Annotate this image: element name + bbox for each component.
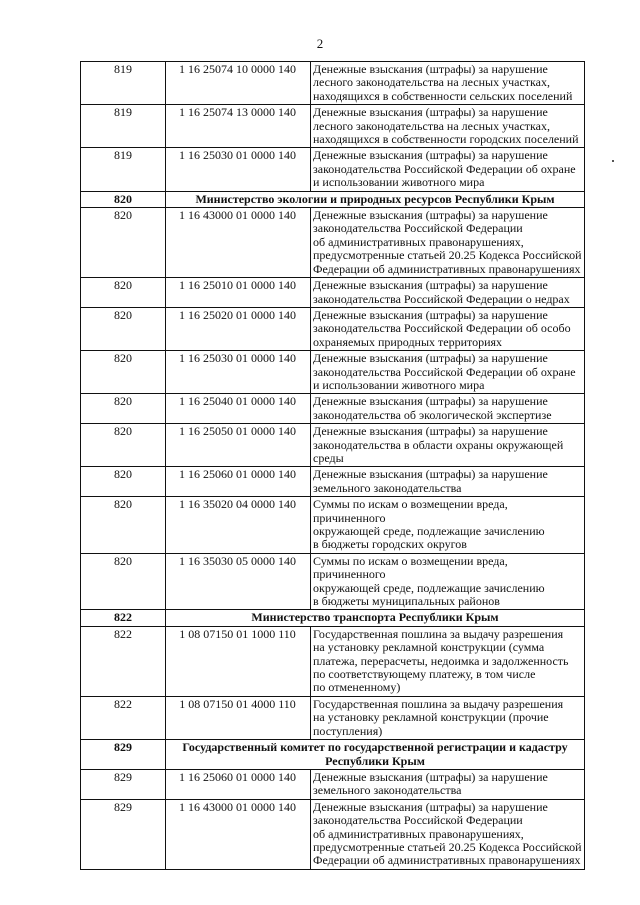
revenue-description-cell xyxy=(311,769,585,799)
table-row xyxy=(81,208,585,278)
revenue-description-cell xyxy=(311,208,585,278)
description-line: на установку рекламной конструкции (сумма xyxy=(313,640,545,655)
table-row xyxy=(81,105,585,148)
budget-classification-code-cell: 1 16 25050 01 0000 140 xyxy=(166,424,311,467)
table-row xyxy=(81,424,585,467)
description-line: Суммы по искам о возмещении вреда, причиненного xyxy=(313,497,508,525)
description-line: об административных правонарушениях, xyxy=(313,826,524,841)
revenue-description-cell xyxy=(311,307,585,350)
admin-code-cell: 822 xyxy=(81,626,166,696)
table-row xyxy=(81,394,585,424)
description-line: платежа, перерасчеты, недоимка и задолженность xyxy=(313,653,569,668)
description-line: Денежные взыскания (штрафы) за нарушение xyxy=(313,105,548,120)
description-line: находящихся в собственности городских поселений xyxy=(313,132,579,147)
revenue-description-cell xyxy=(311,497,585,554)
budget-classification-code-cell: 1 08 07150 01 4000 110 xyxy=(166,696,311,739)
description-line: законодательства в области охраны окружающей xyxy=(313,437,564,452)
table-row xyxy=(81,626,585,696)
table-row xyxy=(81,351,585,394)
description-line: лесного законодательства на лесных участках, xyxy=(313,75,550,90)
revenue-description-cell xyxy=(311,799,585,869)
revenue-description-cell xyxy=(311,553,585,610)
admin-code-cell: 820 xyxy=(81,208,166,278)
description-line: законодательства об экологической экспертизе xyxy=(313,407,552,422)
table-row xyxy=(81,307,585,350)
revenue-description-cell xyxy=(311,148,585,191)
budget-classification-code-cell: 1 16 25020 01 0000 140 xyxy=(166,307,311,350)
revenue-description-cell xyxy=(311,351,585,394)
section-title xyxy=(166,740,585,770)
description-line: законодательства Российской Федерации xyxy=(313,813,523,828)
description-line: законодательства Российской Федерации xyxy=(313,221,523,236)
revenue-description-cell xyxy=(311,626,585,696)
admin-code-cell: 820 xyxy=(81,351,166,394)
table-row xyxy=(81,148,585,191)
description-line: Денежные взыскания (штрафы) за нарушение xyxy=(313,62,548,76)
section-title-line: Государственный комитет по государственной регистрации и кадастру xyxy=(182,740,568,755)
description-line: лесного законодательства на лесных участках, xyxy=(313,118,550,133)
description-line: Денежные взыскания (штрафы) за нарушение xyxy=(313,394,548,409)
revenue-description-cell xyxy=(311,394,585,424)
description-line: окружающей среде, подлежащие зачислению xyxy=(313,524,545,538)
budget-classification-code-cell: 1 16 43000 01 0000 140 xyxy=(166,208,311,278)
table-row xyxy=(81,769,585,799)
description-line: Денежные взыскания (штрафы) за нарушение xyxy=(313,148,548,163)
section-header-row xyxy=(81,610,585,626)
section-header-row xyxy=(81,740,585,770)
revenue-description-cell xyxy=(311,696,585,739)
description-line: Суммы по искам о возмещении вреда, причиненного xyxy=(313,553,508,582)
table-row xyxy=(81,278,585,308)
description-line: в бюджеты муниципальных районов xyxy=(313,594,500,609)
description-line: Государственная пошлина за выдачу разрешения xyxy=(313,696,564,711)
admin-code-cell: 820 xyxy=(81,497,166,554)
description-line: Государственная пошлина за выдачу разрешения xyxy=(313,626,564,641)
description-line: Денежные взыскания (штрафы) за нарушение xyxy=(313,307,548,322)
description-line: на установку рекламной конструкции (прочие xyxy=(313,710,549,725)
admin-code-cell: 819 xyxy=(81,105,166,148)
budget-classification-code-cell: 1 16 25074 13 0000 140 xyxy=(166,105,311,148)
budget-classification-code-cell: 1 16 43000 01 0000 140 xyxy=(166,799,311,869)
table-row xyxy=(81,696,585,739)
budget-classification-code-cell: 1 08 07150 01 1000 110 xyxy=(166,626,311,696)
description-line: по отмененному) xyxy=(313,680,401,695)
admin-code-cell: 822 xyxy=(81,610,166,626)
budget-classification-code-cell: 1 16 35020 04 0000 140 xyxy=(166,497,311,554)
revenue-description-cell xyxy=(311,62,585,105)
budget-classification-code-cell: 1 16 25060 01 0000 140 xyxy=(166,769,311,799)
description-line: об административных правонарушениях, xyxy=(313,234,524,249)
description-line: охраняемых природных территориях xyxy=(313,334,503,349)
description-line: земельного законодательства xyxy=(313,783,462,798)
budget-classification-code-cell: 1 16 25030 01 0000 140 xyxy=(166,351,311,394)
admin-code-cell: 820 xyxy=(81,394,166,424)
section-title-line: Министерство экологии и природных ресурсов Республики Крым xyxy=(195,191,555,206)
revenue-description-cell xyxy=(311,105,585,148)
description-line: Денежные взыскания (штрафы) за нарушение xyxy=(313,208,548,223)
admin-code-cell: 820 xyxy=(81,467,166,497)
description-line: Денежные взыскания (штрафы) за нарушение xyxy=(313,799,548,814)
admin-code-cell: 820 xyxy=(81,553,166,610)
description-line: законодательства Российской Федерации об охране xyxy=(313,161,576,176)
section-title xyxy=(166,610,585,626)
description-line: по соответствующему платежу, в том числе xyxy=(313,667,536,682)
admin-code-cell: 829 xyxy=(81,769,166,799)
description-line: земельного законодательства xyxy=(313,480,462,495)
description-line: и использовании животного мира xyxy=(313,377,485,392)
description-line: и использовании животного мира xyxy=(313,175,485,190)
admin-code-cell: 819 xyxy=(81,62,166,105)
budget-classification-code-cell: 1 16 35030 05 0000 140 xyxy=(166,553,311,610)
page-number: 2 xyxy=(316,36,324,51)
revenue-description-cell xyxy=(311,467,585,497)
description-line: законодательства Российской Федерации об охране xyxy=(313,364,576,379)
description-line: окружающей среде, подлежащие зачислению xyxy=(313,580,545,595)
description-line: Денежные взыскания (штрафы) за нарушение xyxy=(313,278,548,293)
description-line: Денежные взыскания (штрафы) за нарушение xyxy=(313,424,548,439)
description-line: Денежные взыскания (штрафы) за нарушение xyxy=(313,467,548,482)
description-line: поступления) xyxy=(313,723,383,738)
description-line: Федерации об административных правонарушениях xyxy=(313,853,581,868)
description-line: предусмотренные статьей 20.25 Кодекса Российской xyxy=(313,839,582,854)
description-line: среды xyxy=(313,450,344,465)
revenue-description-cell xyxy=(311,424,585,467)
budget-classification-code-cell: 1 16 25040 01 0000 140 xyxy=(166,394,311,424)
table-row xyxy=(81,467,585,497)
table-body xyxy=(81,62,585,870)
admin-code-cell: 820 xyxy=(81,307,166,350)
admin-code-cell: 819 xyxy=(81,148,166,191)
admin-code-cell: 820 xyxy=(81,191,166,207)
description-line: предусмотренные статьей 20.25 Кодекса Российской xyxy=(313,248,582,263)
description-line: законодательства Российской Федерации о недрах xyxy=(313,291,570,306)
section-title xyxy=(166,191,585,207)
budget-classification-code-cell: 1 16 25030 01 0000 140 xyxy=(166,148,311,191)
description-line: находящихся в собственности сельских поселений xyxy=(313,88,573,103)
table-row xyxy=(81,553,585,610)
section-title-line: Республики Крым xyxy=(325,753,425,768)
section-header-row xyxy=(81,191,585,207)
table-row xyxy=(81,62,585,105)
admin-code-cell: 829 xyxy=(81,740,166,770)
admin-code-cell: 820 xyxy=(81,278,166,308)
admin-code-cell: 822 xyxy=(81,696,166,739)
table-row xyxy=(81,799,585,869)
description-line: Денежные взыскания (штрафы) за нарушение xyxy=(313,769,548,784)
budget-classification-code-cell: 1 16 25074 10 0000 140 xyxy=(166,62,311,105)
budget-classification-code-cell: 1 16 25010 01 0000 140 xyxy=(166,278,311,308)
admin-code-cell: 829 xyxy=(81,799,166,869)
description-line: Денежные взыскания (штрафы) за нарушение xyxy=(313,351,548,366)
table-row xyxy=(81,497,585,554)
description-line: законодательства Российской Федерации об особо xyxy=(313,321,571,336)
budget-classification-code-cell: 1 16 25060 01 0000 140 xyxy=(166,467,311,497)
revenue-codes-table xyxy=(80,61,585,870)
description-line: Федерации об административных правонарушениях xyxy=(313,261,581,276)
margin-mark xyxy=(612,160,614,162)
section-title-line: Министерство транспорта Республики Крым xyxy=(251,610,499,625)
revenue-description-cell xyxy=(311,278,585,308)
description-line: в бюджеты городских округов xyxy=(313,537,467,552)
admin-code-cell: 820 xyxy=(81,424,166,467)
